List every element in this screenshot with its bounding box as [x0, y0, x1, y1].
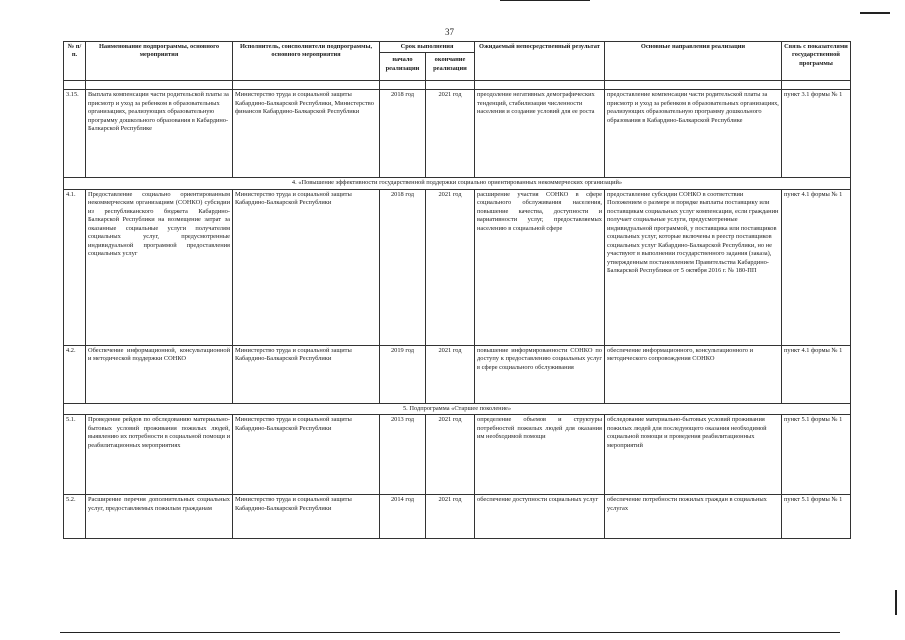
header-period: Срок выполнения [380, 42, 475, 53]
row-executor: Министерство труда и социальной защиты Кабардино-Балкарской Республики [233, 415, 380, 495]
row-link: пункт 4.1 формы № 1 [782, 345, 851, 403]
row-end: 2021 год [426, 345, 475, 403]
scan-mark-top-right [860, 12, 890, 14]
row-num: 4.1. [64, 189, 86, 345]
row-start: 2013 год [380, 415, 426, 495]
header-end: окончание реализации [426, 53, 475, 81]
row-directions: предоставление компенсации части родительской платы за присмотр и уход за ребенком в образовательных организациях, реализующих образовательную программу дошкольного образования в Кабардино-Балкарской Республике [605, 90, 782, 178]
row-name: Предоставление социально ориентированным некоммерческим организациям (СОНКО) субсидии из республиканского бюджета Кабардино-Балкарской Республики на возмещение затрат за оказанные социальные услуги получателям социальных услуг, предусмотренные индивидуальной программой предоставления социальных услуг [86, 189, 233, 345]
row-link: пункт 3.1 формы № 1 [782, 90, 851, 178]
header-name: Наименование подпрограммы, основного мероприятия [86, 42, 233, 81]
row-result: повышение информированности СОНКО по доступу к предоставлению социальных услуг в сфере социального обслуживания [475, 345, 605, 403]
row-num: 4.2. [64, 345, 86, 403]
row-name: Обеспечение информационной, консультационной и методической поддержки СОНКО [86, 345, 233, 403]
table-row [64, 415, 851, 495]
section-title-5: 5. Подпрограмма «Старшее поколение» [64, 403, 851, 414]
section-title-4: 4. «Повышение эффективности государственной поддержки социально ориентированных некоммерческих организаций» [64, 178, 851, 189]
row-result: обеспечение доступности социальных услуг [475, 495, 605, 539]
row-num: 3.15. [64, 90, 86, 178]
program-table [63, 41, 851, 539]
row-directions: обследование материально-бытовых условий проживания пожилых людей для последующего оказания необходимой социальной помощи и проведения реабилитационных мероприятий [605, 415, 782, 495]
row-directions: предоставление субсидии СОНКО в соответствии Положением о размере и порядке выплаты поставщику или поставщикам социальных услуг компенсации, если гражданин получает социальные услуги, предусмотренные индивидуальной программой, у поставщика или поставщиков социальных услуг, которые включены в реестр поставщиков социальных услуг Кабардино-Балкарской Республики, но не участвуют в выполнении государственного задания (заказа), утвержденным постановлением Правительства Кабардино-Балкарской Республики от 5 октября 2016 г. № 180-ПП [605, 189, 782, 345]
header-start: начало реализации [380, 53, 426, 81]
scan-mark-bottom [60, 632, 840, 633]
scan-mark-top [500, 0, 590, 1]
row-start: 2018 год [380, 90, 426, 178]
row-end: 2021 год [426, 415, 475, 495]
row-executor: Министерство труда и социальной защиты Кабардино-Балкарской Республики [233, 495, 380, 539]
row-executor: Министерство труда и социальной защиты Кабардино-Балкарской Республики [233, 189, 380, 345]
table-row [64, 189, 851, 345]
row-link: пункт 4.1 формы № 1 [782, 189, 851, 345]
row-end: 2021 год [426, 189, 475, 345]
row-executor: Министерство труда и социальной защиты Кабардино-Балкарской Республики [233, 345, 380, 403]
row-directions: обеспечение потребности пожилых граждан в социальных услугах [605, 495, 782, 539]
row-end: 2021 год [426, 495, 475, 539]
row-name: Проведение рейдов по обследованию материально-бытовых условий проживания пожилых людей, выявлению их потребности в социальной помощи и реабилитационных мероприятиях [86, 415, 233, 495]
row-link: пункт 5.1 формы № 1 [782, 495, 851, 539]
header-executor: Исполнитель, соисполнители подпрограммы, основного мероприятия [233, 42, 380, 81]
row-num: 5.1. [64, 415, 86, 495]
table-row [64, 90, 851, 178]
table-row [64, 495, 851, 539]
table-row [64, 345, 851, 403]
row-end: 2021 год [426, 90, 475, 178]
section-row [64, 178, 851, 189]
row-name: Расширение перечня дополнительных социальных услуг, предоставляемых пожилым гражданам [86, 495, 233, 539]
row-directions: обеспечение информационного, консультационного и методического сопровождения СОНКО [605, 345, 782, 403]
section-row [64, 403, 851, 414]
header-directions: Основные направления реализации [605, 42, 782, 81]
row-executor: Министерство труда и социальной защиты Кабардино-Балкарской Республики, Министерство финансов Кабардино-Балкарской Республики [233, 90, 380, 178]
header-result: Ожидаемый непосредственный результат [475, 42, 605, 81]
row-start: 2014 год [380, 495, 426, 539]
row-name: Выплата компенсации части родительской платы за присмотр и уход за ребенком в образовательных организациях, реализующих образовательную программу дошкольного образования в Кабардино-Балкарской Республике [86, 90, 233, 178]
row-start: 2018 год [380, 189, 426, 345]
header-link: Связь с показателями государственной программы [782, 42, 851, 81]
row-num: 5.2. [64, 495, 86, 539]
row-result: определение объемов и структуры потребностей пожилых людей для оказания им необходимой помощи [475, 415, 605, 495]
header-num: № п/п. [64, 42, 86, 81]
scan-mark-right [895, 590, 897, 615]
row-link: пункт 5.1 формы № 1 [782, 415, 851, 495]
page-number: 37 [445, 27, 454, 37]
row-result: преодоление негативных демографических тенденций, стабилизация численности населения и создание условий для ее роста [475, 90, 605, 178]
row-result: расширение участия СОНКО в сфере социального обслуживания населения, повышение качества, доступности и вариативности услуг, предоставляемых населению в социальной сфере [475, 189, 605, 345]
spacer-row [64, 81, 851, 90]
row-start: 2019 год [380, 345, 426, 403]
header-row [64, 42, 851, 53]
